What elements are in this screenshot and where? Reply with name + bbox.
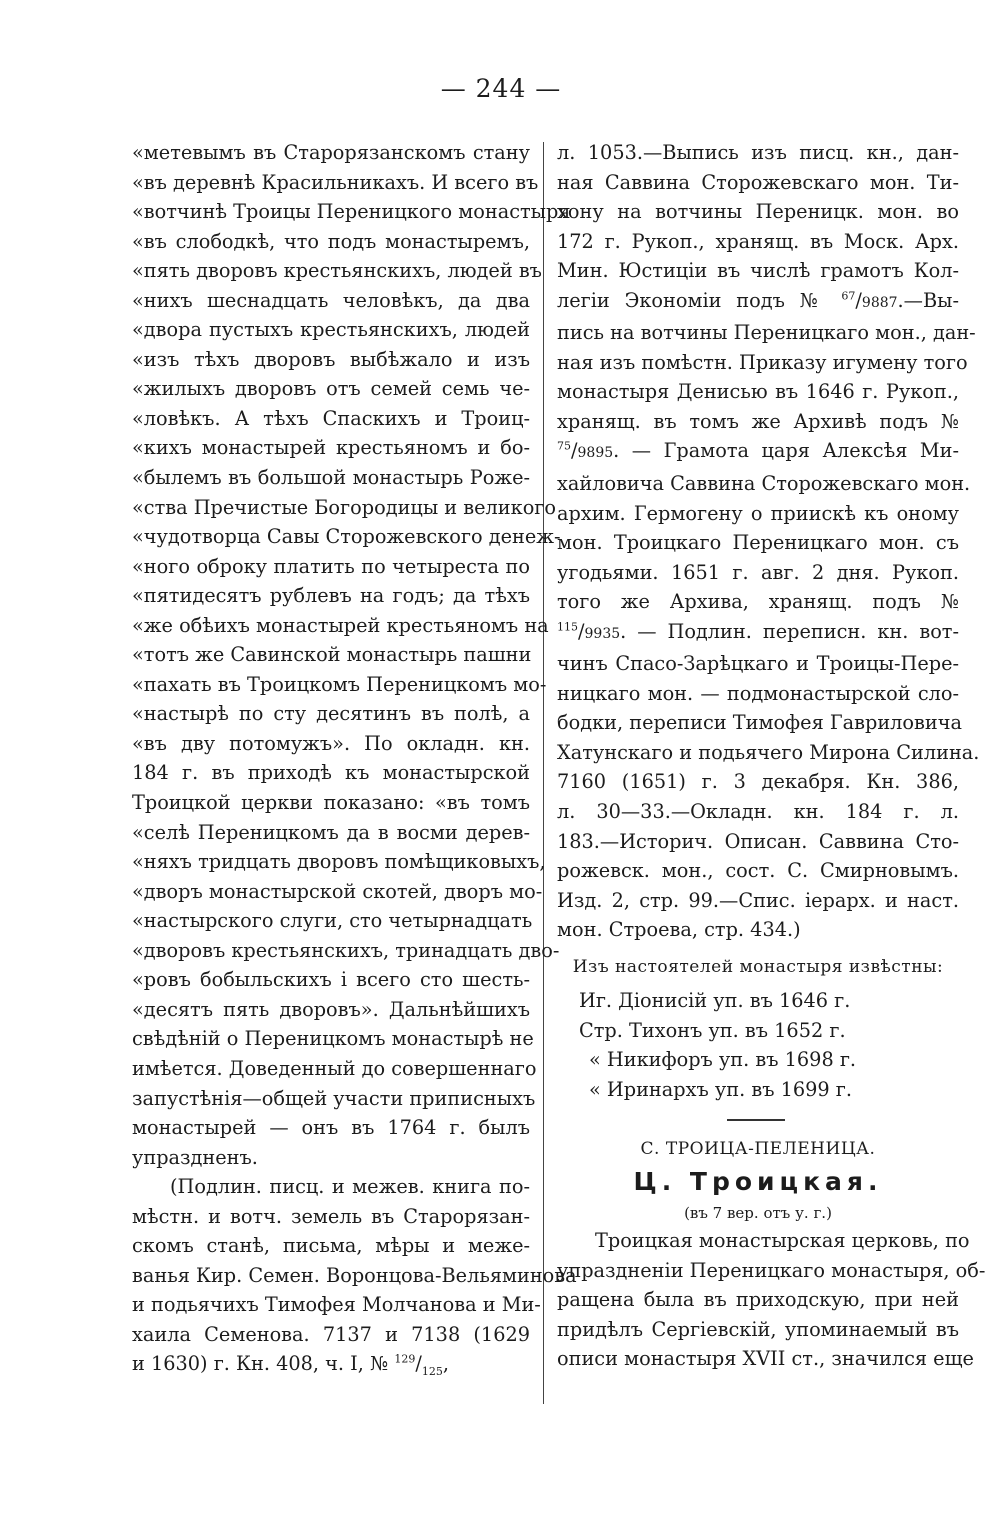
text-line: «жилыхъ дворовъ отъ семей семь че- <box>132 377 530 401</box>
village-heading: С. ТРОИЦА-ПЕЛЕНИЦА. <box>640 1138 876 1159</box>
text-line: монастырей — онъ въ 1764 г. былъ <box>132 1116 530 1140</box>
text-line: «нихъ шеснадцать человѣкъ, да два <box>132 288 530 312</box>
abbot-entry: « Никифоръ уп. въ 1698 г. <box>589 1048 857 1072</box>
text-line: «настырского слуги, сто четырнадцать <box>132 909 533 933</box>
abbot-entry: Стр. Тихонъ уп. въ 1652 г. <box>579 1018 846 1042</box>
text-line: того же Архива, хранящ. подъ № <box>557 590 959 614</box>
abbot-entry: « Иринархъ уп. въ 1699 г. <box>589 1077 853 1101</box>
text-line: «въ деревнѣ Красильникахъ. И всего въ <box>132 170 539 194</box>
text-line: хайловича Саввина Сторожевскаго мон. <box>557 472 971 496</box>
text-line: Троицкой церкви показано: «въ томъ <box>132 791 530 815</box>
text-line: «пять дворовъ крестьянскихъ, людей въ <box>132 259 542 283</box>
page-number: — 244 — <box>440 74 562 103</box>
text-line: «дворъ монастырской скотей, дворъ мо- <box>132 879 543 903</box>
text-line: «же обѣихъ монастырей крестьяномъ на <box>132 613 549 637</box>
text-line-part: , <box>442 1352 450 1376</box>
text-line: (Подлин. писц. и межев. книга по- <box>170 1175 530 1199</box>
text-line: «вотчинѣ Троицы Переницкого монастыря <box>132 200 571 224</box>
text-line: Хатунскаго и подьячего Мирона Силина. <box>557 740 980 764</box>
text-line: Троицкая монастырская церковь, по <box>595 1229 970 1253</box>
text-line: мон. Троицкаго Переницкаго мон. съ <box>557 531 959 555</box>
text-line: ванья Кир. Семен. Воронцова-Вельяминова <box>132 1263 577 1287</box>
fraction-numerator: 129 <box>394 1353 416 1366</box>
text-line: «кихъ монастырей крестьяномъ и бо- <box>132 436 530 460</box>
text-line: ращена была въ приходскую, при ней <box>557 1288 959 1312</box>
text-line: «селѣ Переницкомъ да в восми дерев- <box>132 820 530 844</box>
text-line: «ного оброку платить по четыреста по <box>132 554 530 578</box>
text-line-part: и 1630) г. Кн. 408, ч. I, № <box>132 1352 389 1376</box>
text-line: «двора пустыхъ крестьянскихъ, людей <box>132 318 530 342</box>
text-line: хаила Семенова. 7137 и 7138 (1629 <box>132 1322 530 1346</box>
church-title: Ц. Троицкая. <box>633 1167 883 1197</box>
text-line: «въ дву потомужъ». По окладн. кн. <box>132 731 530 755</box>
right-text-block <box>557 1226 986 1374</box>
flourish-divider <box>557 1105 959 1135</box>
text-line: и подьячихъ Тимофея Молчанова и Ми- <box>132 1293 541 1317</box>
fraction-denominator: 9895 <box>577 445 614 462</box>
text-line: «ства Пречистые Богородицы и великого <box>132 495 557 519</box>
text-line: имѣется. Доведенный до совершеннаго <box>132 1056 537 1080</box>
right-text-block <box>557 138 959 286</box>
text-line: упраздненъ. <box>132 1145 258 1169</box>
fraction-denominator: 9935 <box>584 625 621 642</box>
text-line: л. 30—33.—Окладн. кн. 184 г. л. <box>557 800 959 824</box>
text-line: 183.—Историч. Описан. Саввина Сто- <box>557 829 959 853</box>
text-line: «въ слободкѣ, что подъ монастыремъ, <box>132 229 530 253</box>
text-line: «чудотворца Савы Сторожевского денеж- <box>132 525 561 549</box>
abbot-entry: Иг. Діонисій уп. въ 1646 г. <box>579 989 851 1013</box>
fraction-numerator: 115 <box>557 620 578 634</box>
text-line: пись на вотчины Переницкаго мон., дан- <box>557 321 976 345</box>
text-line: ная Саввина Сторожевскаго мон. Ти- <box>557 170 959 194</box>
text-line: 7160 (1651) г. 3 декабря. Кн. 386, <box>557 770 959 794</box>
text-line: легіи Экономіи подъ № $^{67}$/9887.—Вы- <box>557 288 959 312</box>
church-distance: (въ 7 вер. отъ у. г.) <box>684 1204 832 1223</box>
right-text-block <box>557 318 976 436</box>
text-line: чинъ Спасо-Зарѣцкаго и Троицы-Пере- <box>557 652 959 676</box>
text-line: 172 г. Рукоп., хранящ. въ Моск. Арх. <box>557 229 959 253</box>
text-line: мѣстн. и вотч. земель въ Старорязан- <box>132 1204 530 1228</box>
text-line: ницкаго мон. — подмонастырской сло- <box>557 681 959 705</box>
text-line: «ловѣкъ. А тѣхъ Спаскихъ и Троиц- <box>132 406 530 430</box>
text-line: «ровъ бобыльскихъ і всего сто шесть- <box>132 968 530 992</box>
right-text-block <box>557 469 971 617</box>
right-text-block <box>557 649 980 944</box>
text-line: рожевск. мон., сост. С. Смирновымъ. <box>557 859 959 883</box>
text-line: описи монастыря XVII ст., значился еще <box>557 1347 974 1371</box>
text-line: архим. Гермогену о приискѣ къ оному <box>557 501 959 525</box>
text-line: «пахать въ Троицкомъ Переницкомъ мо- <box>132 672 547 696</box>
left-sources-text <box>132 1172 577 1349</box>
text-line: «тотъ же Савинской монастырь пашни <box>132 643 532 667</box>
text-line: угодьями. 1651 г. авг. 2 дня. Рукоп. <box>557 560 959 584</box>
text-line-part: . — Грамота царя Алексѣя Ми- <box>613 439 959 463</box>
text-line: Мин. Юстиціи въ числѣ грамотъ Кол- <box>557 259 959 283</box>
text-line: «изъ тѣхъ дворовъ выбѣжало и изъ <box>132 347 530 371</box>
text-line: «няхъ тридцать дворовъ помѣщиковыхъ, <box>132 850 546 874</box>
text-line: ная изъ помѣстн. Приказу игумену того <box>557 350 968 374</box>
text-line: бодки, переписи Тимофея Гавриловича <box>557 711 962 735</box>
text-line: $^{115}$/9935. — Подлин. переписн. кн. вот- <box>557 619 959 643</box>
fraction-numerator: 67 <box>841 289 856 303</box>
text-line: Изд. 2, стр. 99.—Спис. іерарх. и наст. <box>557 888 959 912</box>
text-line: 184 г. въ приходѣ къ монастырской <box>132 761 530 785</box>
fraction-numerator: 75 <box>557 440 571 454</box>
text-line: монастыря Денисью въ 1646 г. Рукоп., <box>557 380 959 404</box>
text-line: придѣлъ Сергіевскій, упоминаемый въ <box>557 1317 959 1341</box>
text-line: «дворовъ крестьянскихъ, тринадцать дво- <box>132 938 560 962</box>
text-line: $^{75}$/9895. — Грамота царя Алексѣя Ми- <box>557 439 959 463</box>
text-line: «былемъ въ большой монастырь Роже- <box>132 466 530 490</box>
text-line: и 1630) г. Кн. 408, ч. I, № $^{129}/_{125}$, <box>132 1352 450 1379</box>
text-line: хранящ. въ томъ же Архивѣ подъ № <box>557 409 959 433</box>
text-line: «пятидесятъ рублевъ на годъ; да тѣхъ <box>132 584 530 608</box>
text-line: свѣдѣній о Переницкомъ монастырѣ не <box>132 1027 534 1051</box>
text-line: мон. Строева, стр. 434.) <box>557 918 801 942</box>
text-line-part: .—Вы- <box>897 288 959 312</box>
fraction-denominator: 9887 <box>861 294 898 311</box>
text-line-part: легіи Экономіи подъ № <box>557 288 827 312</box>
fraction-denominator: 125 <box>421 1365 443 1379</box>
text-line: «десятъ пять дворовъ». Дальнѣйшихъ <box>132 997 530 1021</box>
text-line: «метевымъ въ Старорязанскомъ стану <box>132 141 530 164</box>
right-column <box>557 138 986 1374</box>
column-divider <box>543 142 544 1404</box>
text-line: хону на вотчины Переницк. мон. во <box>557 200 959 224</box>
abbots-list <box>557 986 959 1104</box>
text-line: запустѣнія—общей участи приписныхъ <box>132 1086 536 1110</box>
text-line: скомъ станѣ, письма, мѣры и меже- <box>132 1234 530 1258</box>
text-line: «настырѣ по сту десятинъ въ полѣ, а <box>132 702 530 726</box>
text-line-part: . — Подлин. переписн. кн. вот- <box>620 619 959 643</box>
abbots-heading: Изъ настоятелей монастыря извѣстны: <box>572 956 944 977</box>
text-line: упраздненіи Переницкаго монастыря, об- <box>557 1258 986 1282</box>
text-line: л. 1053.—Выпись изъ писц. кн., дан- <box>557 141 959 164</box>
